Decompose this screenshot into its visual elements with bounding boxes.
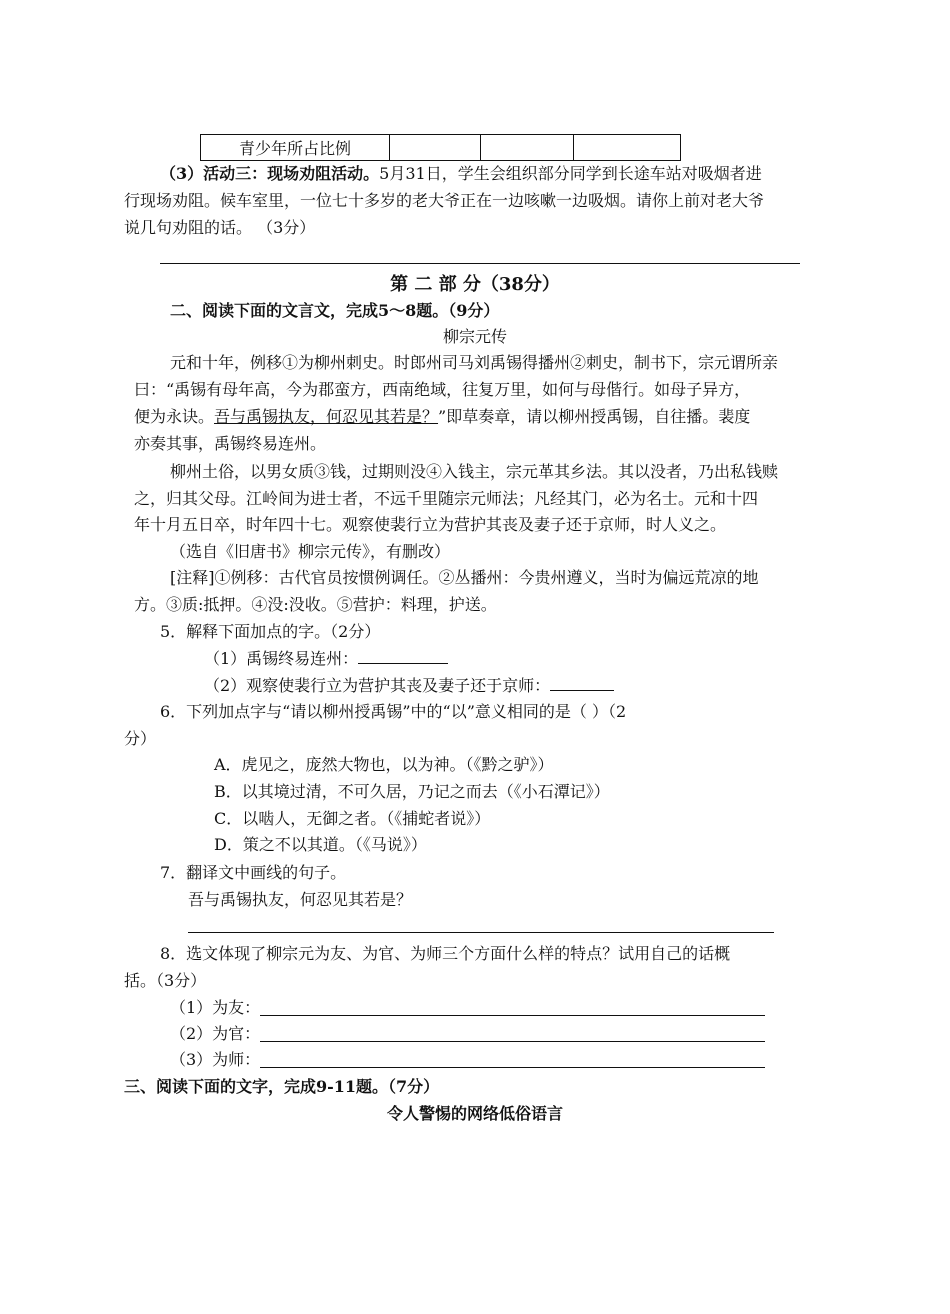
q6-option-d: D．策之不以其道。（《马说》） bbox=[214, 835, 427, 854]
activity3-num: （3） bbox=[160, 164, 204, 183]
passage-segment: 便为永诀。 bbox=[134, 407, 215, 426]
passage-segment: ”即草奏章，请以柳州授禹锡，自往播。裴度 bbox=[438, 407, 751, 426]
q7-stem: 7．翻译文中画线的句子。 bbox=[160, 863, 347, 882]
passage-title: 柳宗元传 bbox=[442, 327, 507, 346]
q5-sub2-label: （2）观察使裴行立为营护其丧及妻子还于京师： bbox=[204, 676, 551, 695]
q6-option-c: C．以啮人，无御之者。（《捕蛇者说》） bbox=[214, 809, 491, 828]
table-row-label: 青少年所占比例 bbox=[201, 135, 390, 161]
q8-stem: 8．选文体现了柳宗元为友、为官、为师三个方面什么样的特点？试用自己的话概 bbox=[160, 944, 731, 963]
passage-line: 年十月五日卒，时年四十七。观察使裴行立为营护其丧及妻子还于京师，时人义之。 bbox=[134, 515, 727, 534]
q5-sub2 bbox=[204, 674, 614, 697]
part3-section-title: 三、阅读下面的文字，完成9-11题。（7分） bbox=[124, 1077, 440, 1096]
q6-stem: 6．下列加点字与“请以柳州授禹锡”中的“以”意义相同的是（ ）（2 bbox=[160, 702, 627, 721]
notes-line: [注释]①例移：古代官员按惯例调任。②丛播州：今贵州遵义，当时为偏远荒凉的地 bbox=[170, 568, 759, 587]
q8-answer-line-2[interactable] bbox=[260, 1041, 765, 1042]
table-cell bbox=[481, 135, 574, 161]
answer-blank[interactable] bbox=[550, 674, 614, 691]
answer-blank[interactable] bbox=[358, 647, 448, 664]
q6-option-b: B．以其境过清，不可久居，乃记之而去（《小石潭记》） bbox=[214, 782, 610, 801]
passage-line: 亦奏其事，禹锡终易连州。 bbox=[134, 434, 327, 453]
passage-line bbox=[134, 406, 750, 428]
q5-sub1-label: （1）禹锡终易连州： bbox=[204, 649, 359, 668]
q8-sub3: （3）为师： bbox=[170, 1050, 261, 1069]
part2-section-title: 二、阅读下面的文言文，完成5～8题。（9分） bbox=[170, 301, 500, 320]
q7-answer-line[interactable] bbox=[188, 932, 774, 933]
notes-line: 方。③质:抵押。④没:没收。⑤营护：料理，护送。 bbox=[134, 595, 497, 614]
passage-source: （选自《旧唐书》柳宗元传》，有删改） bbox=[170, 542, 451, 561]
stats-table bbox=[200, 134, 681, 161]
q7-sentence: 吾与禹锡执友，何忍见其若是？ bbox=[188, 890, 413, 909]
q8-stem-cont: 括。（3分） bbox=[124, 971, 207, 990]
passage-line: 元和十年，例移①为柳州刺史。时郎州司马刘禹锡得播州②刺史，制书下，宗元谓所亲 bbox=[170, 353, 779, 372]
activity3-title: 活动三：现场劝阻活动。 bbox=[203, 164, 380, 183]
q8-answer-line-3[interactable] bbox=[260, 1067, 765, 1068]
q8-answer-line-1[interactable] bbox=[260, 1015, 765, 1016]
passage-line: 之，归其父母。江岭间为进士者，不远千里随宗元师法；凡经其门，必为名士。元和十四 bbox=[134, 489, 759, 508]
activity3-line3: 说几句劝阻的话。 （3分） bbox=[124, 218, 316, 237]
q5-sub1 bbox=[204, 647, 448, 670]
underlined-sentence: 吾与禹锡执友，何忍见其若是？ bbox=[214, 407, 439, 426]
q8-sub2: （2）为官： bbox=[170, 1024, 261, 1043]
table-cell bbox=[574, 135, 681, 161]
passage-line: 柳州土俗，以男女质③钱，过期则没④入钱主，宗元革其乡法。其以没者，乃出私钱赎 bbox=[170, 462, 779, 481]
part2-heading: 第 二 部 分（38分） bbox=[390, 274, 560, 295]
q6-stem-cont: 分） bbox=[124, 729, 157, 748]
q6-option-a: A．虎见之，庞然大物也，以为神。（《黔之驴》） bbox=[214, 755, 554, 774]
activity3-line1 bbox=[160, 163, 762, 185]
activity3-text: 5月31日，学生会组织部分同学到长途车站对吸烟者进 bbox=[379, 164, 762, 183]
table-cell bbox=[390, 135, 481, 161]
part3-article-title: 令人警惕的网络低俗语言 bbox=[386, 1104, 563, 1123]
divider-line bbox=[160, 263, 800, 264]
q8-sub1: （1）为友： bbox=[170, 998, 261, 1017]
passage-line: 曰：“禹锡有母年高，今为郡蛮方，西南绝域，往复万里，如何与母偕行。如母子异方， bbox=[134, 380, 751, 399]
activity3-line2: 行现场劝阻。候车室里，一位七十多岁的老大爷正在一边咳嗽一边吸烟。请你上前对老大爷 bbox=[124, 191, 765, 210]
q5-stem: 5．解释下面加点的字。（2分） bbox=[160, 622, 381, 641]
table-row bbox=[201, 135, 681, 161]
